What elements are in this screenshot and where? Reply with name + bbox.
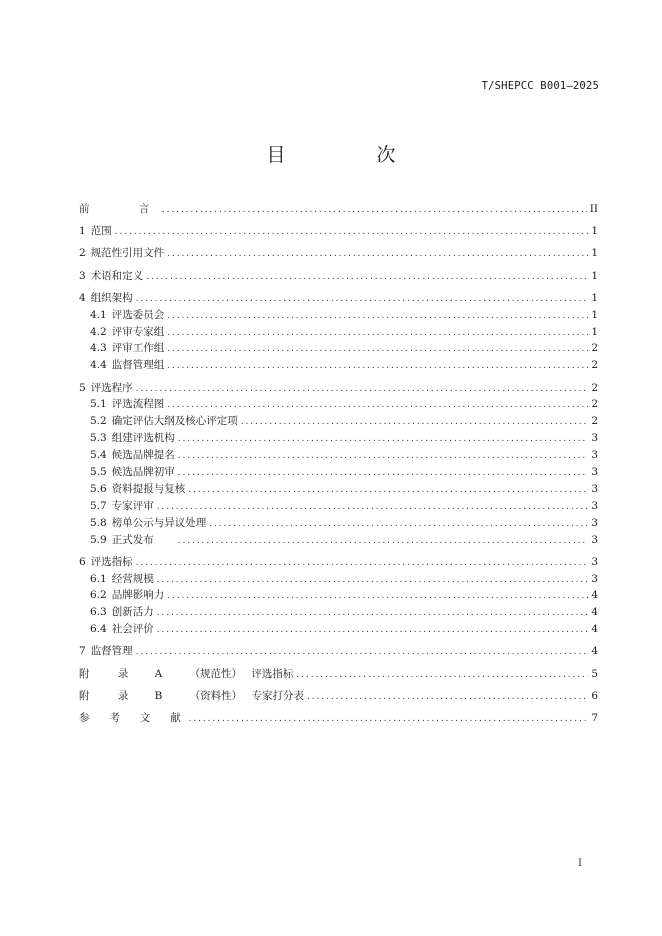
toc-entry-page: 3: [591, 572, 598, 585]
toc-entry-page: 4: [591, 606, 598, 619]
toc-entry-label: [79, 223, 112, 240]
toc-entry-number: 2: [79, 247, 86, 260]
toc-entry-label: [79, 688, 304, 705]
toc-entry-number: 6: [79, 555, 86, 568]
toc-entry-label: [90, 515, 206, 532]
annex-letter: A: [154, 667, 163, 680]
toc-entry-title: 监督管理: [90, 645, 133, 658]
leader-dots: [136, 291, 589, 308]
toc-entry-number: 7: [79, 645, 86, 658]
toc-entry-label: [90, 413, 238, 430]
toc-entry-page: 1: [591, 269, 598, 282]
toc-entry-label: 前 言: [79, 203, 159, 215]
toc-entry-page: 1: [591, 291, 598, 304]
toc-entry-label: [90, 571, 154, 588]
toc-entry-title: 确定评估大纲及核心评定项: [111, 415, 238, 428]
leader-dots: [157, 622, 589, 639]
toc-entry-label: [79, 290, 133, 307]
toc-entry[interactable]: [79, 481, 598, 498]
toc-entry-number: 3: [79, 269, 86, 282]
toc-entry[interactable]: [79, 464, 598, 481]
leader-dots: [189, 711, 589, 728]
toc-entry-label: [90, 357, 164, 374]
toc-entry-title: 专家评审: [111, 499, 154, 512]
toc-entry[interactable]: [79, 340, 598, 357]
toc-entry[interactable]: [79, 498, 598, 515]
toc-entry[interactable]: [79, 307, 598, 324]
toc-entry-title: 正式发布: [111, 533, 154, 546]
toc-entry-number: 5.3: [90, 432, 107, 445]
leader-dots: [209, 516, 588, 533]
toc-entry-title: 规范性引用文件: [90, 247, 165, 260]
toc-entry-label: [90, 587, 164, 604]
leader-dots: [178, 448, 589, 465]
toc-entry-page: 2: [591, 342, 598, 355]
leader-dots: [296, 667, 588, 684]
toc-entry[interactable]: [79, 515, 598, 532]
toc-entry[interactable]: [79, 245, 598, 262]
toc-entry[interactable]: [79, 357, 598, 374]
leader-dots: [146, 269, 588, 286]
toc-entry-title: 组建评选机构: [111, 432, 175, 445]
toc-entry-annex-a[interactable]: [79, 666, 598, 683]
toc-entry-page: 2: [591, 359, 598, 372]
toc-entry[interactable]: [79, 413, 598, 430]
toc-entry-page: 3: [591, 516, 598, 529]
toc-entry-title: 术语和定义: [90, 269, 144, 282]
toc-entry-title: 候选品牌提名: [111, 449, 175, 462]
toc-entry-page: 1: [591, 308, 598, 321]
toc-entry-label: [90, 396, 164, 413]
toc-entry-number: 6.2: [90, 589, 107, 602]
toc-entry-label: [90, 481, 185, 498]
toc-entry-number: 5.9: [90, 533, 107, 546]
toc-entry-page: 4: [591, 589, 598, 602]
toc-entry-page: 3: [591, 432, 598, 445]
annex-title: 专家打分表: [251, 689, 305, 702]
toc-entry-number: 5: [79, 381, 86, 394]
toc-entry-number: 6.4: [90, 623, 107, 636]
toc-entry-label: [90, 430, 175, 447]
toc-entry[interactable]: [79, 554, 598, 571]
toc-entry[interactable]: [79, 290, 598, 307]
toc-entry-title: 榜单公示与异议处理: [111, 516, 207, 529]
toc-entry-title: 组织架构: [90, 291, 133, 304]
toc-entry-number: 4.1: [90, 308, 107, 321]
toc-entry-page: 3: [591, 499, 598, 512]
leader-dots: [136, 555, 589, 572]
toc-entry-number: 5.2: [90, 415, 107, 428]
toc-entry-page: II: [589, 203, 598, 215]
toc-entry-label: [90, 307, 164, 324]
toc-entry-page: 3: [591, 555, 598, 568]
toc-entry-number: 5.5: [90, 465, 107, 478]
toc-entry-label: [79, 380, 133, 397]
annex-type: （资料性）: [189, 689, 243, 702]
toc-entry-label: [79, 643, 133, 660]
toc-entry[interactable]: [79, 324, 598, 341]
toc-entry-title: 监督管理组: [111, 359, 165, 372]
toc-entry-title: 评选指标: [90, 555, 133, 568]
toc-entry[interactable]: [79, 268, 598, 285]
toc-entry-number: 4.3: [90, 342, 107, 355]
toc-entry-title: 经营规模: [111, 572, 154, 585]
toc-entry-title: 范围: [90, 225, 112, 238]
annex-type: （规范性）: [189, 667, 243, 680]
toc-title: 目 次: [266, 144, 432, 166]
toc-entry-references[interactable]: [79, 710, 598, 727]
toc-entry-page: 1: [591, 225, 598, 238]
toc-entry-number: 5.7: [90, 499, 107, 512]
leader-dots: [167, 325, 588, 342]
leader-dots: [115, 224, 589, 241]
annex-prefix: 附 录: [79, 667, 138, 680]
leader-dots: [167, 341, 588, 358]
toc-entry[interactable]: [79, 571, 598, 588]
toc-entry-label: 参 考 文 献: [79, 712, 186, 725]
toc-entry-number: 5.4: [90, 449, 107, 462]
leader-dots: [136, 381, 589, 398]
leader-dots: [178, 431, 589, 448]
toc-entry-title: 评选程序: [90, 381, 133, 394]
leader-dots: [167, 246, 588, 263]
toc-entry[interactable]: [79, 430, 598, 447]
toc-entry[interactable]: [79, 396, 598, 413]
toc-entry-number: 5.1: [90, 398, 107, 411]
toc-entry-page: 3: [591, 449, 598, 462]
toc-entry-label: [90, 604, 154, 621]
toc-entry-title: 评审工作组: [111, 342, 165, 355]
toc-entry-label: [90, 464, 175, 481]
toc-entry-number: 4.2: [90, 325, 107, 338]
leader-dots: [162, 202, 587, 219]
toc-entry-page: 4: [591, 645, 598, 658]
toc-entry-title: 品牌影响力: [111, 589, 165, 602]
leader-dots: [307, 689, 588, 706]
toc-entry-title: 评审专家组: [111, 325, 165, 338]
toc-entry[interactable]: [79, 643, 598, 660]
leader-dots: [136, 644, 589, 661]
annex-prefix: 附 录: [79, 689, 138, 702]
document-code: T/SHEPCC B001—2025: [481, 80, 599, 92]
toc-entry-title: 评选流程图: [111, 398, 165, 411]
leader-dots: [167, 588, 588, 605]
toc-entry-page: 3: [591, 533, 598, 546]
toc-entry-label: [79, 554, 133, 571]
toc-entry[interactable]: [79, 587, 598, 604]
toc-entry-number: 4: [79, 291, 86, 304]
table-of-contents: [79, 201, 598, 727]
toc-entry-page: 1: [591, 247, 598, 260]
toc-entry-label: [79, 268, 143, 285]
toc-entry-page: 6: [591, 689, 598, 702]
leader-dots: [157, 572, 589, 589]
toc-entry-page: 3: [591, 465, 598, 478]
toc-entry[interactable]: [79, 447, 598, 464]
toc-entry-number: 5.6: [90, 482, 107, 495]
toc-entry-number: 1: [79, 225, 86, 238]
toc-entry-number: 4.4: [90, 359, 107, 372]
toc-entry-page: 3: [591, 482, 598, 495]
leader-dots: [157, 605, 589, 622]
toc-entry-page: 7: [591, 712, 598, 725]
toc-entry[interactable]: [79, 532, 598, 549]
leader-dots: [178, 465, 589, 482]
toc-entry-preface[interactable]: [79, 201, 598, 218]
toc-entry-label: [79, 666, 293, 683]
toc-entry-page: 4: [591, 623, 598, 636]
toc-entry-page: 2: [591, 415, 598, 428]
toc-entry-page: 5: [591, 667, 598, 680]
toc-entry-label: [90, 324, 164, 341]
toc-entry[interactable]: [79, 621, 598, 638]
toc-entry-label: [79, 245, 164, 262]
toc-entry-number: 5.8: [90, 516, 107, 529]
toc-entry[interactable]: [79, 604, 598, 621]
toc-entry-label: [90, 340, 164, 357]
toc-entry-label: [90, 532, 154, 549]
toc-entry[interactable]: [79, 223, 598, 240]
toc-entry-annex-b[interactable]: [79, 688, 598, 705]
leader-dots: [167, 358, 588, 375]
toc-entry-title: 候选品牌初审: [111, 465, 175, 478]
toc-entry-number: 6.1: [90, 572, 107, 585]
annex-title: 评选指标: [251, 667, 294, 680]
annex-letter: B: [154, 689, 163, 702]
toc-entry-title: 评选委员会: [111, 308, 165, 321]
page-number: I: [578, 858, 582, 869]
toc-entry[interactable]: [79, 380, 598, 397]
toc-entry-title: 创新活力: [111, 606, 154, 619]
toc-entry-number: 6.3: [90, 606, 107, 619]
toc-entry-page: 2: [591, 398, 598, 411]
toc-entry-title: 社会评价: [111, 623, 154, 636]
toc-entry-label: [90, 498, 154, 515]
toc-entry-label: [90, 621, 154, 638]
leader-dots: [157, 499, 589, 516]
leader-dots: [167, 397, 588, 414]
toc-entry-title: 资料提报与复核: [111, 482, 186, 495]
leader-dots: [167, 308, 588, 325]
toc-entry-page: 1: [591, 325, 598, 338]
leader-dots: [241, 414, 589, 431]
toc-entry-label: [90, 447, 175, 464]
toc-entry-page: 2: [591, 381, 598, 394]
leader-dots: [188, 482, 588, 499]
leader-dots: [178, 533, 589, 550]
